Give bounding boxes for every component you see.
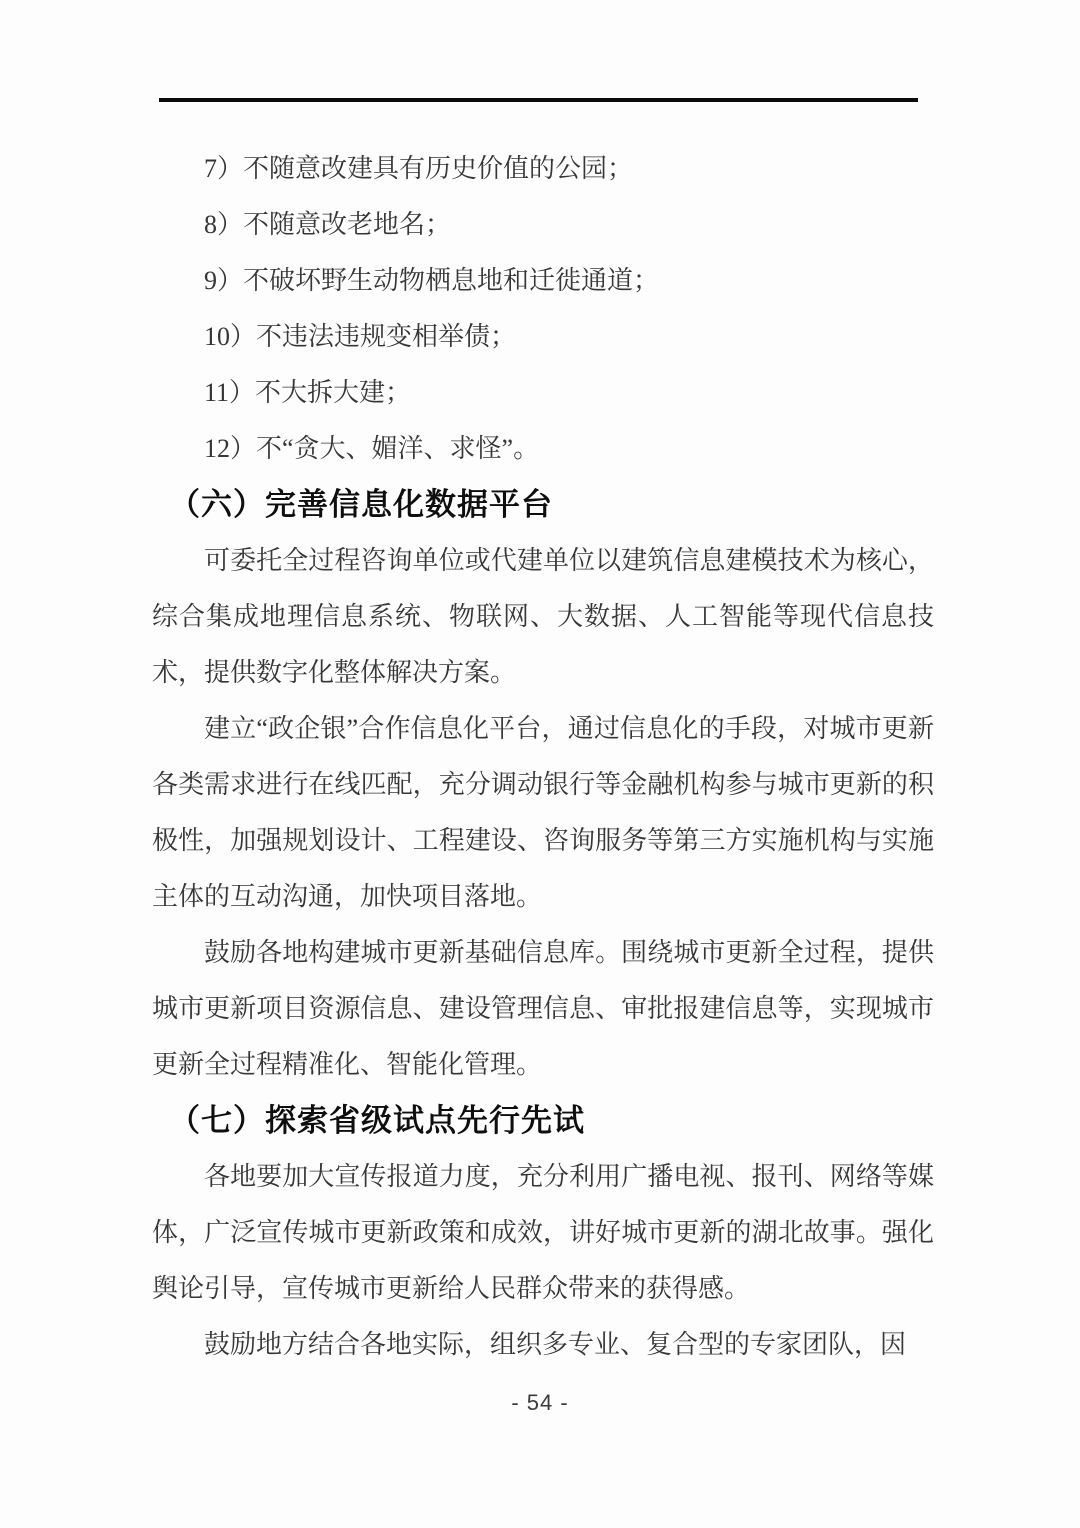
page-number: - 54 - [511,1390,569,1415]
section-7-paragraph-1: 各地要加大宣传报道力度，充分利用广播电视、报刊、网络等媒体，广泛宣传城市更新政策和成效，讲好城市更新的湖北故事。强化舆论引导，宣传城市更新给人民群众带来的获得感。 [152,1162,934,1303]
section-6-paragraph-2: 建立“政企银”合作信息化平台，通过信息化的手段，对城市更新各类需求进行在线匹配，充分调动银行等金融机构参与城市更新的积极性，加强规划设计、工程建设、咨询服务等第三方实施机构与实施主体的互动沟通，加快项目落地。 [152,714,934,911]
section-6-paragraph-1: 可委托全过程咨询单位或代建单位以建筑信息建模技术为核心，综合集成地理信息系统、物联网、大数据、人工智能等现代信息技术，提供数字化整体解决方案。 [152,546,934,687]
page-footer [0,1390,1080,1416]
section-heading-6: （六）完善信息化数据平台 [169,487,554,522]
section-7-paragraph-2: 鼓励地方结合各地实际，组织多专业、复合型的专家团队，因 [204,1330,907,1359]
list-item-12: 12）不“贪大、媚洋、求怪”。 [204,434,540,463]
section-6-paragraph-3: 鼓励各地构建城市更新基础信息库。围绕城市更新全过程，提供城市更新项目资源信息、建设管理信息、审批报建信息等，实现城市更新全过程精准化、智能化管理。 [152,938,934,1079]
list-item-7: 7）不随意改建具有历史价值的公园； [204,154,634,183]
header-rule [159,98,918,102]
list-item-9: 9）不破坏野生动物栖息地和迁徙通道； [204,266,660,295]
section-heading-7: （七）探索省级试点先行先试 [169,1103,586,1138]
list-item-10: 10）不违法违规变相举债； [204,322,517,351]
list-item-8: 8）不随意改老地名； [204,210,452,239]
list-item-11: 11）不大拆大建； [204,378,412,407]
page-content [152,141,934,1373]
